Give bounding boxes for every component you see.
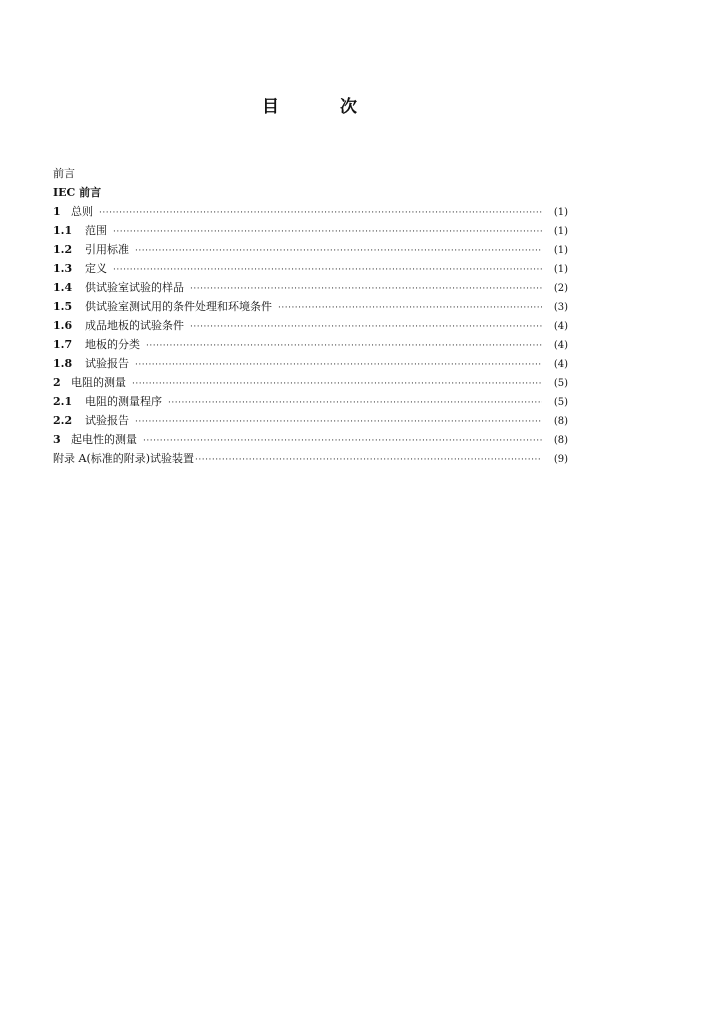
toc-entry-page: (4) bbox=[553, 321, 568, 332]
toc-entry-2[interactable] bbox=[53, 373, 568, 392]
toc-entry-page: (4) bbox=[553, 359, 568, 370]
toc-entry-number: 2.1 bbox=[53, 395, 73, 408]
toc-entry-number: 1 bbox=[53, 205, 61, 218]
toc-dot-leader bbox=[168, 394, 542, 413]
toc-dot-leader bbox=[135, 356, 542, 375]
toc-dot-leader bbox=[99, 204, 542, 223]
toc-entry-1-7[interactable] bbox=[53, 335, 568, 354]
toc-dot-leader bbox=[278, 299, 542, 318]
toc-entry-label: 范围 bbox=[85, 224, 107, 237]
toc-entry-number: 1.7 bbox=[53, 338, 73, 351]
toc-entry-label: 起电性的测量 bbox=[71, 433, 137, 446]
toc-entry-label: 供试验室测试用的条件处理和环境条件 bbox=[85, 300, 272, 313]
toc-entry-page: (3) bbox=[553, 302, 568, 313]
toc-dot-leader bbox=[132, 375, 542, 394]
toc-entry-page: (2) bbox=[553, 283, 568, 294]
toc-entry-page: (8) bbox=[553, 416, 568, 427]
title-char-2: 次 bbox=[340, 97, 357, 117]
toc-entry-2-1[interactable] bbox=[53, 392, 568, 411]
toc-dot-leader bbox=[113, 223, 542, 242]
toc-entry-1-8[interactable] bbox=[53, 354, 568, 373]
toc-entry-page: (9) bbox=[553, 454, 568, 465]
toc-entry-page: (5) bbox=[553, 397, 568, 408]
toc-entry-page: (5) bbox=[553, 378, 568, 389]
toc-entry-appendix-a[interactable] bbox=[53, 449, 568, 468]
toc-entry-page: (1) bbox=[553, 207, 568, 218]
toc-entry-1-5[interactable] bbox=[53, 297, 568, 316]
toc-entry-number: 1.1 bbox=[53, 224, 73, 237]
table-of-contents bbox=[53, 164, 568, 468]
toc-entry-page: (1) bbox=[553, 226, 568, 237]
toc-entry-label: IEC 前言 bbox=[53, 186, 102, 199]
toc-entry-number: 1.4 bbox=[53, 281, 73, 294]
toc-dot-leader bbox=[195, 451, 542, 470]
toc-entry-label: 电阻的测量程序 bbox=[85, 395, 162, 408]
toc-dot-leader bbox=[135, 413, 542, 432]
page-title bbox=[0, 94, 724, 120]
toc-entry-number: 1.6 bbox=[53, 319, 73, 332]
toc-entry-label: 引用标准 bbox=[85, 243, 129, 256]
toc-entry-label: 地板的分类 bbox=[85, 338, 140, 351]
toc-entry-label: 电阻的测量 bbox=[71, 376, 126, 389]
toc-entry-number: 1.8 bbox=[53, 357, 73, 370]
toc-entry-page: (1) bbox=[553, 245, 568, 256]
toc-entry-number: 2 bbox=[53, 376, 61, 389]
toc-entry-number: 1.2 bbox=[53, 243, 73, 256]
toc-entry-page: (1) bbox=[553, 264, 568, 275]
toc-entry-label: 试验报告 bbox=[85, 357, 129, 370]
toc-entry-1-2[interactable] bbox=[53, 240, 568, 259]
toc-entry-1-3[interactable] bbox=[53, 259, 568, 278]
toc-entry-page: (8) bbox=[553, 435, 568, 446]
toc-entry-iec-preface[interactable] bbox=[53, 183, 568, 202]
toc-dot-leader bbox=[143, 432, 542, 451]
toc-entry-page: (4) bbox=[553, 340, 568, 351]
title-char-1: 目 bbox=[262, 97, 279, 117]
toc-entry-1-1[interactable] bbox=[53, 221, 568, 240]
toc-entry-label: 成品地板的试验条件 bbox=[85, 319, 184, 332]
toc-entry-label: 供试验室试验的样品 bbox=[85, 281, 184, 294]
toc-entry-label: 总则 bbox=[71, 205, 93, 218]
toc-entry-label: 前言 bbox=[53, 167, 75, 180]
toc-dot-leader bbox=[190, 318, 542, 337]
toc-dot-leader bbox=[135, 242, 542, 261]
toc-dot-leader bbox=[146, 337, 542, 356]
toc-entry-number: 3 bbox=[53, 433, 61, 446]
toc-entry-3[interactable] bbox=[53, 430, 568, 449]
toc-entry-number: 2.2 bbox=[53, 414, 73, 427]
toc-entry-label: 附录 A(标准的附录)试验装置 bbox=[53, 452, 195, 465]
toc-entry-1[interactable] bbox=[53, 202, 568, 221]
toc-entry-label: 试验报告 bbox=[85, 414, 129, 427]
toc-entry-number: 1.3 bbox=[53, 262, 73, 275]
toc-entry-number: 1.5 bbox=[53, 300, 73, 313]
toc-entry-1-4[interactable] bbox=[53, 278, 568, 297]
toc-entry-label: 定义 bbox=[85, 262, 107, 275]
toc-entry-1-6[interactable] bbox=[53, 316, 568, 335]
toc-entry-2-2[interactable] bbox=[53, 411, 568, 430]
toc-entry-preface[interactable] bbox=[53, 164, 568, 183]
